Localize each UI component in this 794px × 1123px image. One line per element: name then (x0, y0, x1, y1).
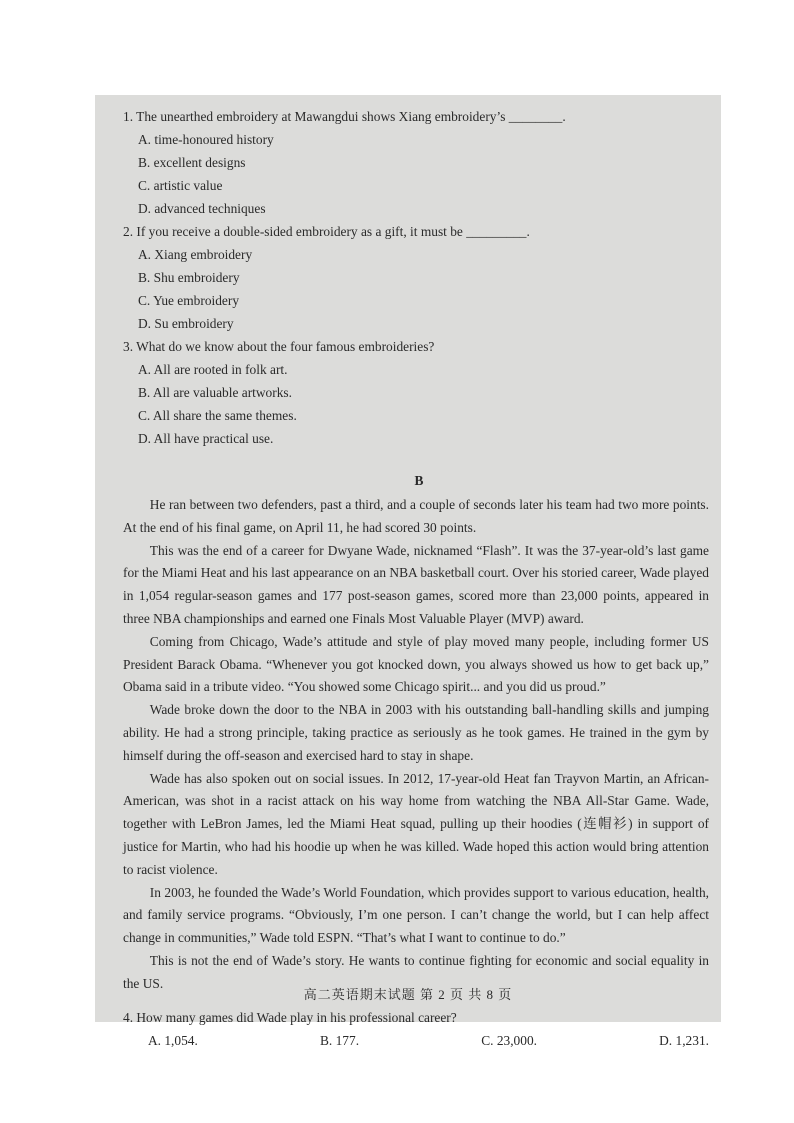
option-c: C. 23,000. (481, 1032, 537, 1048)
paragraph: Coming from Chicago, Wade’s attitude and style of play moved many people, including former US President Barack Obama. “Whenever you got knocked down, you always showed us how to get back up,” Obama said in a tribute video. “You showed some Chicago spirit... and you did us proud.” (123, 633, 709, 695)
option-b: B. excellent designs (138, 155, 246, 170)
question-2 (123, 220, 715, 335)
paragraph: In 2003, he founded the Wade’s World Foundation, which provides support to various education, health, and family service programs. “Obviously, I’m one person. I can’t change the world, but I can help affect change in communities,” Wade told ESPN. “That’s what I want to continue to do.” (123, 884, 709, 946)
question-stem: 1. The unearthed embroidery at Mawangdui shows Xiang embroidery’s ________. (123, 109, 566, 124)
answer-options (138, 243, 715, 335)
section-heading: B (414, 473, 424, 488)
exam-page (95, 95, 721, 1048)
answer-options (138, 128, 715, 220)
question-stem: 4. How many games did Wade play in his professional career? (123, 1009, 457, 1025)
question-4 (123, 1006, 715, 1052)
option-d: D. Su embroidery (138, 316, 234, 331)
question-3 (123, 335, 715, 450)
page-footer: 高二英语期末试题 第 2 页 共 8 页 (303, 987, 513, 1002)
paragraph: Wade broke down the door to the NBA in 2003 with his outstanding ball-handling skills and jumping ability. He had a strong principle, taking practice as seriously as he took games. He trained in the gym by himself during the off-season and exercised hard to stay in shape. (123, 702, 709, 763)
option-a: A. Xiang embroidery (138, 247, 253, 262)
option-d: D. All have practical use. (138, 431, 274, 446)
paragraph: Wade has also spoken out on social issues. In 2012, 17-year-old Heat fan Trayvon Martin, an African-American, was shot in a racist attack on his way home from watching the NBA All-Star Game. Wade, together with LeBron James, led the Miami Heat squad, pulling up their hoodies (连帽衫) in support of justice for Martin, who had his hoodie up when he was killed. Wade hoped this action would bring attention to racist violence. (123, 770, 709, 877)
question-1 (123, 105, 715, 220)
paragraph: This was the end of a career for Dwyane Wade, nicknamed “Flash”. It was the 37-year-old’s last game for the Miami Heat and his last appearance on an NBA basketball court. Over his storied career, Wade played in 1,054 regular-season games and 177 post-season games, scored more than 23,000 points, appeared in three NBA championships and earned one Finals Most Valuable Player (MVP) award. (123, 542, 709, 626)
reading-passage (123, 494, 709, 996)
question-stem: 3. What do we know about the four famous embroideries? (123, 339, 435, 354)
option-b: B. 177. (319, 1032, 360, 1048)
option-d: D. advanced techniques (138, 201, 266, 216)
paragraph: This is not the end of Wade’s story. He wants to continue fighting for economic and social equality in the US. (123, 952, 709, 991)
option-a: A. time-honoured history (138, 132, 274, 147)
paragraph: He ran between two defenders, past a third, and a couple of seconds later his team had two more points. At the end of his final game, on April 11, he had scored 30 points. (123, 497, 709, 535)
option-c: C. Yue embroidery (138, 293, 240, 308)
option-b: B. Shu embroidery (138, 270, 240, 285)
option-a: A. All are rooted in folk art. (138, 362, 288, 377)
answer-options (138, 358, 715, 450)
option-c: C. artistic value (138, 178, 223, 193)
answer-options (148, 1029, 715, 1052)
question-stem: 2. If you receive a double-sided embroidery as a gift, it must be _________. (123, 224, 530, 239)
option-c: C. All share the same themes. (138, 408, 297, 423)
option-d: D. 1,231. (659, 1032, 709, 1048)
option-b: B. All are valuable artworks. (138, 385, 292, 400)
option-a: A. 1,054. (148, 1032, 198, 1048)
